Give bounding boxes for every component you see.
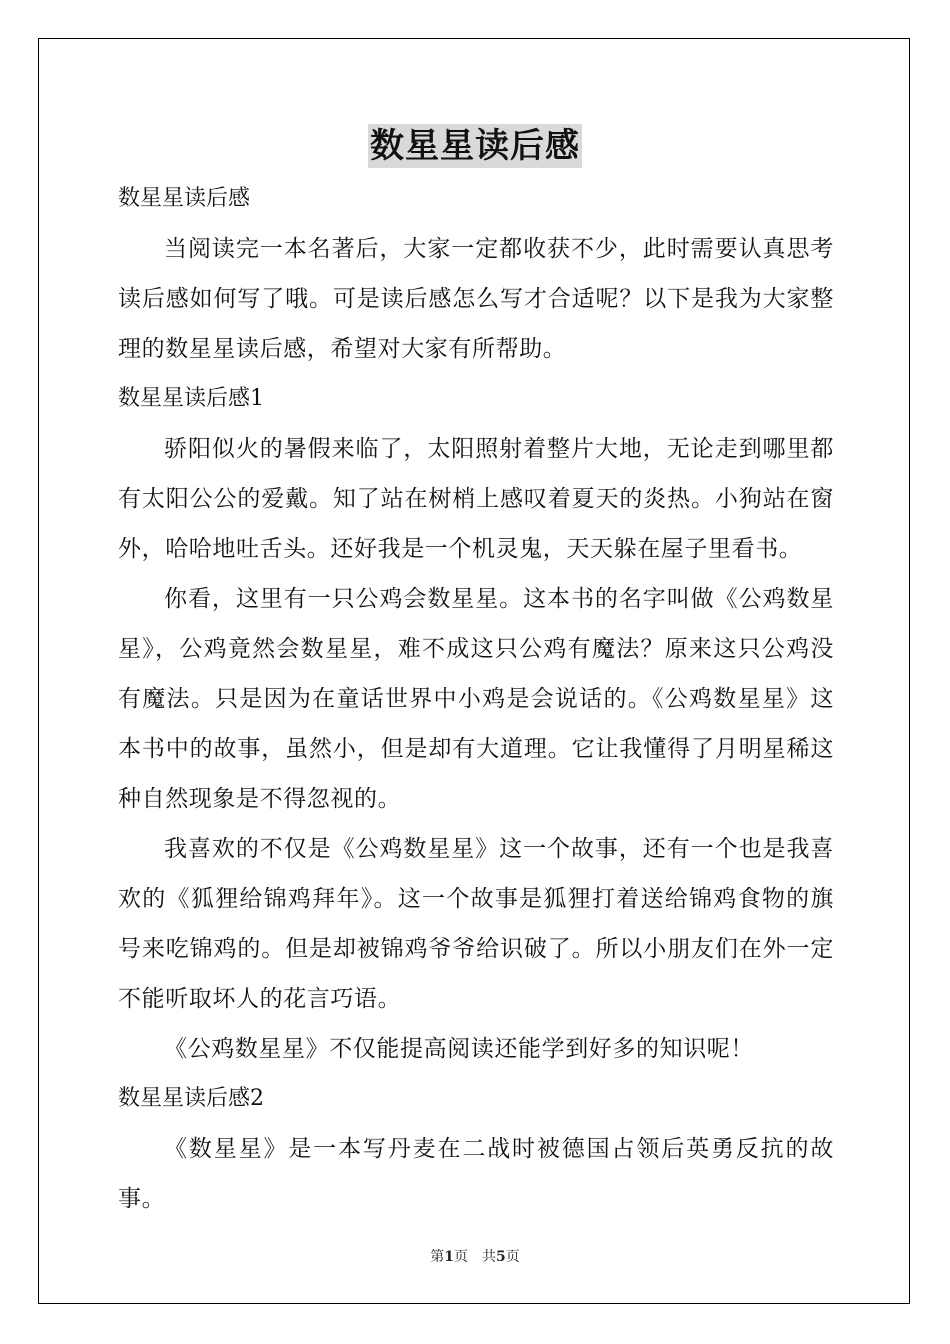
- section-1-paragraph-4: 《公鸡数星星》不仅能提高阅读还能学到好多的知识呢！: [164, 1036, 754, 1062]
- page-total: 共5页: [482, 1249, 520, 1265]
- title-container: [0, 124, 950, 168]
- document-subtitle: 数星星读后感: [118, 186, 251, 211]
- document-title: 数星星读后感: [370, 126, 580, 166]
- section-1-heading: 数星星读后感1: [118, 386, 264, 411]
- section-1-paragraph-1: 骄阳似火的暑假来临了，太阳照射着整片大地，无论走到哪里都有太阳公公的爱戴。知了站在树梢上感叹着夏天的炎热。小狗站在窗外，哈哈地吐舌头。还好我是一个机灵鬼，天天躲在屋子里看书。: [118, 436, 834, 562]
- section-1-paragraph-3: 我喜欢的不仅是《公鸡数星星》这一个故事，还有一个也是我喜欢的《狐狸给锦鸡拜年》。这一个故事是狐狸打着送给锦鸡食物的旗号来吃锦鸡的。但是却被锦鸡爷爷给识破了。所以小朋友们在外一定不能听取坏人的花言巧语。: [118, 836, 834, 1012]
- page-number: 第1页: [430, 1249, 468, 1265]
- intro-paragraph: 当阅读完一本名著后，大家一定都收获不少，此时需要认真思考读后感如何写了哦。可是读后感怎么写才合适呢？以下是我为大家整理的数星星读后感，希望对大家有所帮助。: [118, 236, 834, 362]
- section-1-paragraph-2: 你看，这里有一只公鸡会数星星。这本书的名字叫做《公鸡数星星》，公鸡竟然会数星星，难不成这只公鸡有魔法？原来这只公鸡没有魔法。只是因为在童话世界中小鸡是会说话的。《公鸡数星星》这本书中的故事，虽然小，但是却有大道理。它让我懂得了月明星稀这种自然现象是不得忽视的。: [118, 586, 834, 812]
- page-footer: [0, 1246, 950, 1266]
- section-2-paragraph-1: 《数星星》是一本写丹麦在二战时被德国占领后英勇反抗的故事。: [118, 1136, 834, 1212]
- section-2-heading: 数星星读后感2: [118, 1086, 264, 1111]
- document-body: [118, 174, 834, 1224]
